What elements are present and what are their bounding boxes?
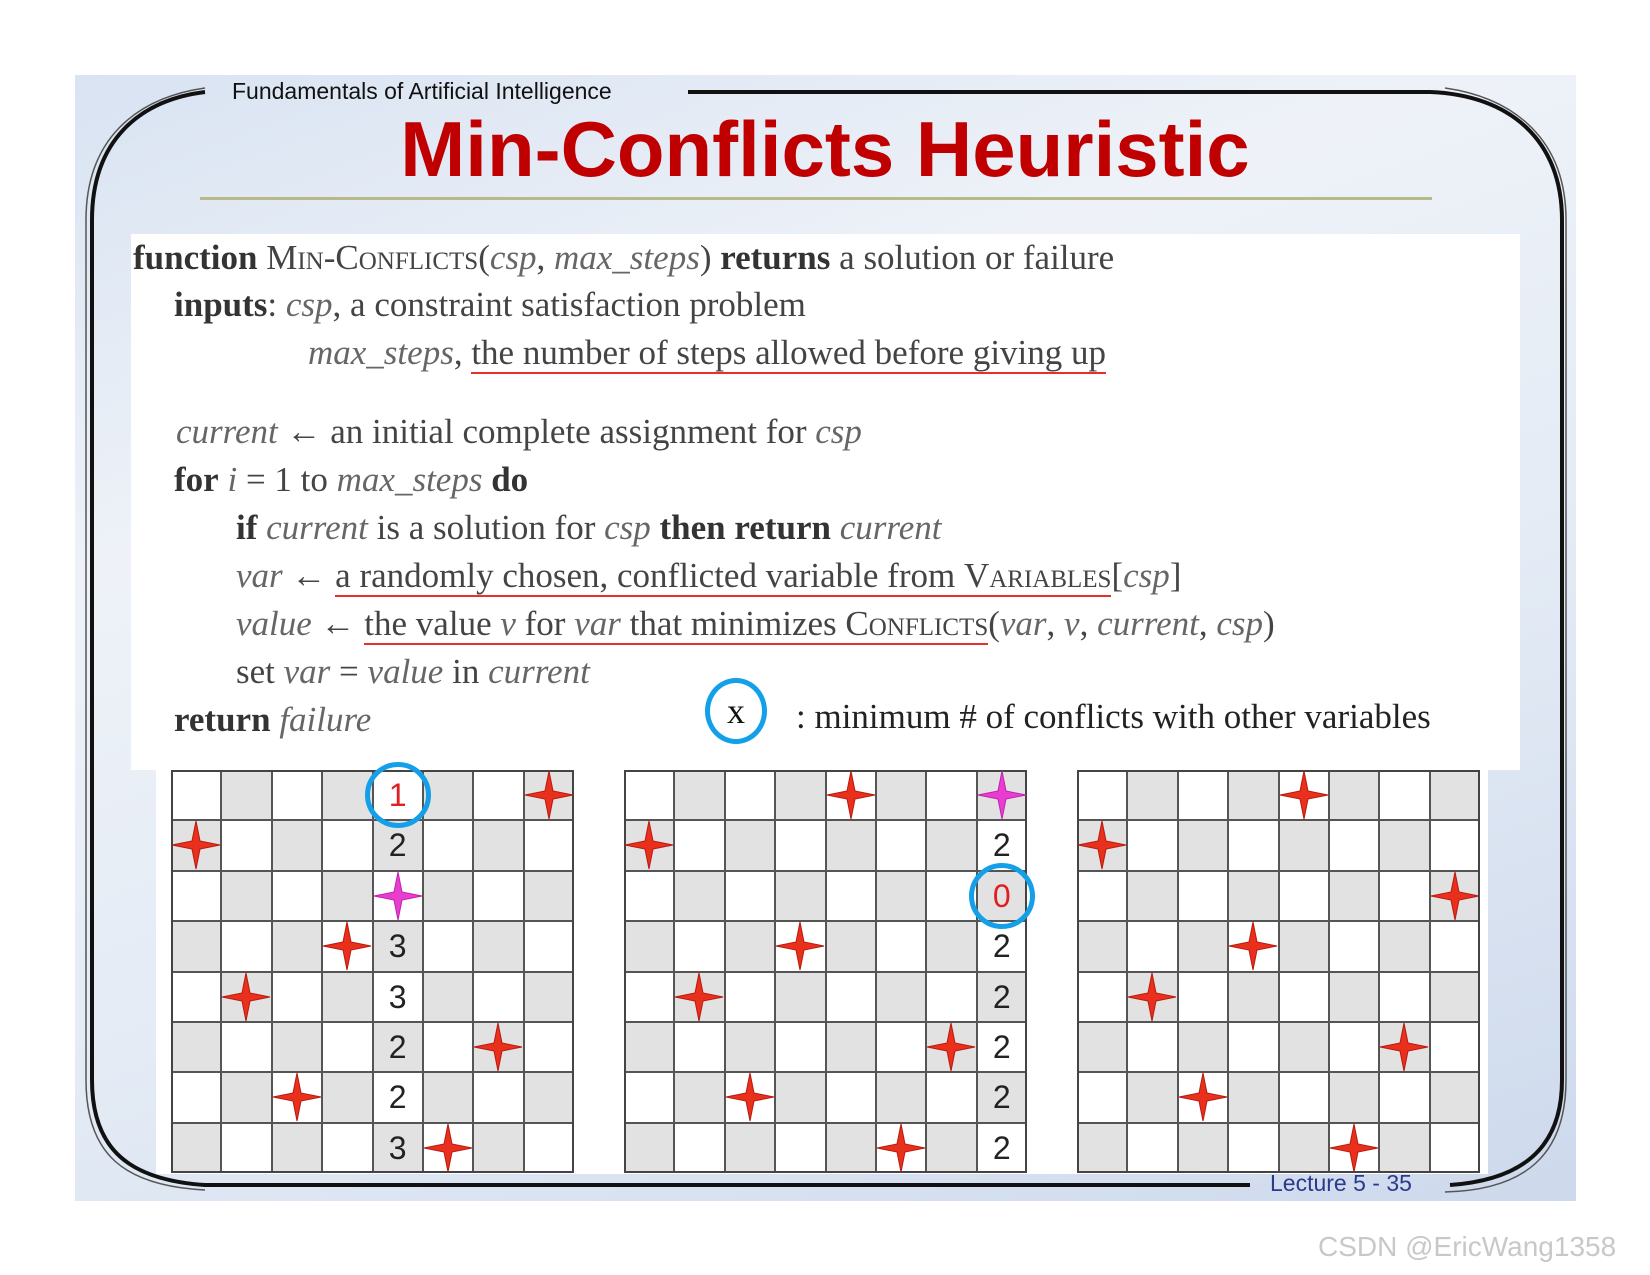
queen-star-icon bbox=[524, 770, 574, 820]
pseudocode-line-9: set var = value in current bbox=[236, 652, 590, 691]
queen-star-icon bbox=[674, 972, 724, 1022]
pseudocode-line-3: max_steps, the number of steps allowed before giving up bbox=[308, 333, 1107, 372]
conflict-count: 2 bbox=[992, 827, 1011, 864]
queen-star-icon bbox=[473, 1022, 523, 1072]
conflict-count: 3 bbox=[388, 978, 407, 1015]
watermark: CSDN @EricWang1358 bbox=[1318, 1231, 1617, 1262]
pseudocode-line-7: var ← a randomly chosen, conflicted variable from Variables[csp] bbox=[236, 556, 1182, 595]
conflict-count: 3 bbox=[388, 928, 407, 965]
queen-star-icon bbox=[826, 770, 876, 820]
conflict-count: 2 bbox=[992, 928, 1011, 965]
queen-star-icon bbox=[1430, 871, 1480, 921]
conflict-count: 3 bbox=[388, 1129, 407, 1166]
pseudocode-line-2: inputs: csp, a constraint satisfaction problem bbox=[174, 285, 806, 324]
slide-footer: Lecture 5 - 35 bbox=[1270, 1170, 1412, 1196]
chessboard-step-3 bbox=[1077, 770, 1480, 1173]
queen-star-icon bbox=[775, 921, 825, 971]
slide-title: Min-Conflicts Heuristic bbox=[400, 105, 1250, 193]
queen-star-icon bbox=[1228, 921, 1278, 971]
queen-star-icon bbox=[1379, 1022, 1429, 1072]
conflict-count: 0 bbox=[992, 877, 1011, 914]
legend-circle-symbol: x bbox=[705, 678, 767, 744]
conflict-count: 2 bbox=[992, 978, 1011, 1015]
queen-star-icon bbox=[423, 1123, 473, 1173]
queen-star-icon bbox=[1279, 770, 1329, 820]
chessboard-step-1 bbox=[171, 770, 574, 1173]
conflict-count: 2 bbox=[992, 1129, 1011, 1166]
legend-text: : minimum # of conflicts with other variables bbox=[796, 697, 1431, 736]
queen-star-icon bbox=[624, 820, 674, 870]
pseudocode-line-1: function Min-Conflicts(csp, max_steps) returns a solution or failure bbox=[133, 238, 1115, 277]
minimum-conflict-ring bbox=[365, 762, 431, 828]
minimum-conflict-ring bbox=[969, 863, 1035, 929]
pseudocode-line-8: value ← the value v for var that minimizes Conflicts(var, v, current, csp) bbox=[236, 604, 1275, 643]
queen-star-icon bbox=[1077, 820, 1127, 870]
conflict-count: 2 bbox=[388, 1029, 407, 1065]
course-header: Fundamentals of Artificial Intelligence bbox=[232, 78, 612, 104]
queen-star-icon bbox=[926, 1022, 976, 1072]
conflict-count: 2 bbox=[992, 1079, 1011, 1116]
conflict-count: 2 bbox=[388, 1079, 407, 1116]
conflict-count: 1 bbox=[388, 777, 407, 813]
pseudocode-line-5: for i = 1 to max_steps do bbox=[174, 460, 529, 499]
queen-star-icon bbox=[1127, 972, 1177, 1022]
queen-star-icon bbox=[977, 770, 1027, 820]
pseudocode-line-4: current ← an initial complete assignment for csp bbox=[176, 412, 862, 451]
queen-star-icon bbox=[171, 820, 221, 870]
queen-star-icon bbox=[1178, 1072, 1228, 1122]
queen-star-icon bbox=[1329, 1123, 1379, 1173]
queen-star-icon bbox=[725, 1072, 775, 1122]
pseudocode-line-6: if current is a solution for csp then return current bbox=[236, 508, 942, 547]
queen-star-icon bbox=[322, 921, 372, 971]
pseudocode-line-10: return failure bbox=[174, 700, 372, 739]
queen-star-icon bbox=[221, 972, 271, 1022]
title-divider bbox=[200, 197, 1432, 200]
queen-star-icon bbox=[373, 871, 423, 921]
chessboard-step-2 bbox=[624, 770, 1027, 1173]
queen-star-icon bbox=[876, 1123, 926, 1173]
conflict-count: 2 bbox=[388, 827, 407, 864]
queen-star-icon bbox=[272, 1072, 322, 1122]
conflict-count: 2 bbox=[992, 1029, 1011, 1065]
